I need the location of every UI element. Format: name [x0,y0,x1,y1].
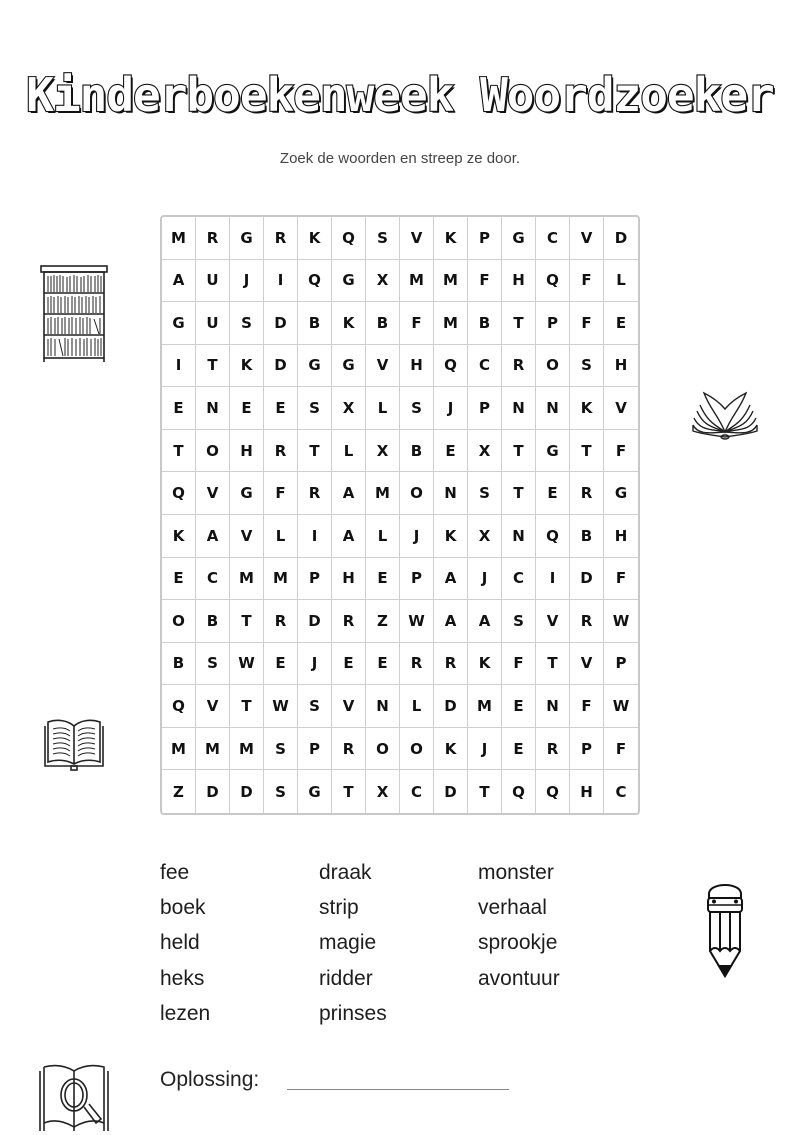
grid-cell[interactable]: M [468,685,502,728]
grid-cell[interactable]: G [230,217,264,260]
grid-cell[interactable]: D [434,685,468,728]
grid-cell[interactable]: L [400,685,434,728]
grid-cell[interactable]: Q [162,472,196,515]
grid-cell[interactable]: V [196,685,230,728]
grid-cell[interactable]: T [468,770,502,813]
grid-cell[interactable]: M [366,472,400,515]
book-magnifier-icon [38,1063,110,1131]
grid-cell[interactable]: T [570,430,604,473]
grid-cell[interactable]: F [604,728,638,771]
grid-cell[interactable]: V [570,643,604,686]
grid-cell[interactable]: B [400,430,434,473]
grid-cell[interactable]: A [434,558,468,601]
grid-cell[interactable]: T [502,302,536,345]
grid-cell[interactable]: D [298,600,332,643]
grid-cell[interactable]: E [434,430,468,473]
grid-cell[interactable]: C [536,217,570,260]
grid-cell[interactable]: C [615,782,627,801]
grid-cell[interactable]: E [264,387,298,430]
grid-cell[interactable]: I [162,345,196,388]
grid-cell[interactable]: C [468,345,502,388]
grid-cell[interactable]: R [264,600,298,643]
word-list-column-3 [478,858,600,1034]
grid-cell[interactable]: G [536,430,570,473]
grid-cell[interactable]: Q [298,260,332,303]
grid-cell[interactable]: F [570,685,604,728]
word-list-column-1 [160,858,319,1034]
grid-cell[interactable]: E [230,387,264,430]
grid-cell[interactable]: P [604,643,638,686]
grid-cell[interactable]: V [570,217,604,260]
word-list [160,858,600,1034]
grid-cell[interactable]: Z [366,600,400,643]
grid-cell[interactable]: T [502,430,536,473]
word-list-column-2 [319,858,478,1034]
grid-cell[interactable]: U [196,302,230,345]
grid-cell[interactable]: W [264,685,298,728]
grid-cell[interactable]: R [400,643,434,686]
word-item: sprookje [478,931,558,955]
grid-cell[interactable]: H [230,430,264,473]
grid-cell[interactable]: J [230,260,264,303]
grid-cell[interactable]: T [162,430,196,473]
grid-cell[interactable]: W [400,600,434,643]
grid-cell[interactable]: L [604,260,638,303]
grid-cell[interactable]: M [434,260,468,303]
grid-cell[interactable]: K [298,217,332,260]
grid-cell[interactable]: G [162,302,196,345]
grid-cell[interactable]: X [468,515,502,558]
grid-cell[interactable]: D [434,770,468,813]
grid-cell[interactable]: P [298,728,332,771]
grid-cell[interactable]: X [332,387,366,430]
grid-cell[interactable]: F [604,430,638,473]
grid-cell[interactable]: S [570,345,604,388]
grid-cell[interactable]: B [196,600,230,643]
word-item: ridder [319,966,373,990]
grid-cell[interactable]: G [298,345,332,388]
grid-cell[interactable]: K [570,387,604,430]
grid-cell[interactable]: E [536,472,570,515]
grid-cell[interactable]: K [162,515,196,558]
grid-cell[interactable]: T [502,472,536,515]
grid-cell[interactable]: M [230,728,264,771]
grid-cell[interactable]: H [502,260,536,303]
grid-cell[interactable]: V [196,472,230,515]
grid-cell[interactable]: K [434,217,468,260]
grid-cell[interactable]: T [298,430,332,473]
word-item: magie [319,931,377,955]
grid-cell[interactable]: T [196,345,230,388]
grid-cell[interactable]: H [332,558,366,601]
grid-cell[interactable]: Q [332,217,366,260]
grid-cell[interactable]: U [196,260,230,303]
grid-cell[interactable]: A [162,260,196,303]
grid-cell[interactable]: M [162,217,196,260]
grid-cell[interactable]: K [332,302,366,345]
grid-cell[interactable]: I [298,515,332,558]
grid-cell[interactable]: M [400,260,434,303]
grid-cell[interactable]: F [570,260,604,303]
grid-cell[interactable]: R [332,600,366,643]
grid-cell[interactable]: S [196,643,230,686]
grid-cell[interactable]: F [264,472,298,515]
grid-cell[interactable]: W [230,643,264,686]
grid-cell[interactable]: B [162,643,196,686]
grid-cell[interactable]: Q [536,515,570,558]
grid-cell[interactable]: V [536,600,570,643]
grid-cell[interactable]: D [196,770,230,813]
grid-cell[interactable]: J [468,728,502,771]
grid-cell[interactable]: V [230,515,264,558]
grid-cell[interactable]: H [570,770,604,813]
page-title: Kinderboekenweek Woordzoeker [26,68,774,122]
grid-cell[interactable]: M [434,302,468,345]
pencil-icon [705,876,745,978]
word-item: boek [160,896,206,920]
grid-cell[interactable]: O [400,728,434,771]
grid-cell[interactable]: G [298,770,332,813]
grid-cell[interactable]: K [434,728,468,771]
word-search-grid[interactable] [160,215,640,815]
grid-cell[interactable]: R [264,430,298,473]
grid-cell[interactable]: P [298,558,332,601]
grid-cell[interactable]: Q [536,770,570,813]
grid-cell[interactable]: S [298,387,332,430]
grid-cell[interactable]: O [400,472,434,515]
grid-cell[interactable]: M [162,728,196,771]
grid-cell[interactable]: S [230,302,264,345]
grid-cell[interactable]: N [196,387,230,430]
grid-cell[interactable]: X [366,260,400,303]
grid-cell[interactable]: S [468,472,502,515]
grid-cell[interactable]: N [536,387,570,430]
grid-cell[interactable]: S [502,600,536,643]
open-book-lines-icon [43,714,105,772]
grid-cell[interactable]: C [502,558,536,601]
grid-cell[interactable]: R [298,472,332,515]
grid-cell[interactable]: D [264,302,298,345]
grid-cell[interactable]: J [434,387,468,430]
grid-cell[interactable]: S [298,685,332,728]
grid-cell[interactable]: D [570,558,604,601]
instructions: Zoek de woorden en streep ze door. [279,150,521,167]
word-item: lezen [160,1001,211,1025]
grid-cell[interactable]: Q [434,345,468,388]
grid-cell[interactable]: N [434,472,468,515]
word-item: prinses [319,1001,387,1025]
grid-cell[interactable]: C [400,770,434,813]
grid-cell[interactable]: M [264,558,298,601]
grid-cell[interactable]: R [434,643,468,686]
grid-cell[interactable]: D [230,770,264,813]
grid-cell[interactable]: P [536,302,570,345]
grid-cell[interactable]: R [570,472,604,515]
grid-cell[interactable]: A [434,600,468,643]
word-item: heks [160,966,205,990]
grid-cell[interactable]: P [400,558,434,601]
grid-cell[interactable]: L [366,515,400,558]
grid-cell[interactable]: P [468,387,502,430]
grid-cell[interactable]: F [502,643,536,686]
grid-cell[interactable]: L [332,430,366,473]
grid-cell[interactable]: I [536,558,570,601]
grid-cell[interactable]: B [366,302,400,345]
grid-cell[interactable]: P [468,217,502,260]
grid-cell[interactable]: E [162,387,196,430]
word-item: strip [319,896,359,920]
grid-cell[interactable]: T [230,685,264,728]
grid-cell[interactable]: N [502,515,536,558]
grid-cell[interactable]: T [536,643,570,686]
grid-cell[interactable]: R [570,600,604,643]
grid-cell[interactable]: X [468,430,502,473]
grid-cell[interactable]: K [230,345,264,388]
grid-cell[interactable]: E [264,643,298,686]
grid-cell[interactable]: R [196,217,230,260]
grid-cell[interactable]: F [604,558,638,601]
grid-cell[interactable]: S [264,728,298,771]
grid-cell[interactable]: O [366,728,400,771]
grid-cell[interactable]: B [570,515,604,558]
grid-cell[interactable]: O [196,430,230,473]
grid-cell[interactable]: Q [162,685,196,728]
grid-cell[interactable]: A [468,600,502,643]
grid-cell[interactable]: E [604,302,638,345]
grid-cell[interactable]: M [196,728,230,771]
grid-cell[interactable]: Q [536,260,570,303]
grid-cell[interactable]: R [536,728,570,771]
grid-cell[interactable]: R [332,728,366,771]
grid-cell[interactable]: H [400,345,434,388]
grid-cell[interactable]: L [264,515,298,558]
grid-cell[interactable]: G [332,345,366,388]
word-item: draak [319,861,372,884]
word-item: held [160,931,200,955]
grid-cell[interactable]: S [366,217,400,260]
grid-cell[interactable]: G [230,472,264,515]
grid-cell[interactable]: W [604,685,638,728]
grid-cell[interactable]: T [230,600,264,643]
grid-cell[interactable]: J [400,515,434,558]
grid-cell[interactable]: V [366,345,400,388]
grid-cell[interactable]: A [332,515,366,558]
grid-cell[interactable]: M [230,558,264,601]
grid-cell[interactable]: E [366,643,400,686]
grid-cell[interactable]: O [162,600,196,643]
grid-cell[interactable]: J [468,558,502,601]
grid-cell[interactable]: I [264,260,298,303]
grid-cell[interactable]: V [400,217,434,260]
grid-cell[interactable]: G [502,217,536,260]
grid-cell[interactable]: E [162,558,196,601]
grid-cell[interactable]: H [604,515,638,558]
grid-cell[interactable]: A [332,472,366,515]
grid-cell[interactable]: E [502,728,536,771]
grid-cell[interactable]: N [536,685,570,728]
grid-cell[interactable]: G [604,472,638,515]
grid-cell[interactable]: T [332,770,366,813]
grid-cell[interactable]: W [604,600,638,643]
grid-cell[interactable]: S [400,387,434,430]
grid-cell[interactable]: V [604,387,638,430]
grid-cell[interactable]: N [366,685,400,728]
solution-label: Oplossing: [160,1068,260,1091]
grid-cell[interactable]: F [468,260,502,303]
open-book-icon [690,385,760,443]
grid-cell[interactable]: K [434,515,468,558]
grid-cell[interactable]: R [502,345,536,388]
word-item: fee [160,861,190,884]
word-item: avontuur [478,966,560,990]
grid-cell[interactable]: C [196,558,230,601]
grid-cell[interactable]: S [264,770,298,813]
grid-cell[interactable]: Q [502,770,536,813]
grid-cell[interactable]: H [604,345,638,388]
grid-cell[interactable]: E [332,643,366,686]
grid-cell[interactable]: Z [162,770,196,813]
grid-cell[interactable]: N [502,387,536,430]
grid-cell[interactable]: X [366,430,400,473]
grid-cell[interactable]: J [298,643,332,686]
grid-cell[interactable]: X [366,770,400,813]
grid-cell[interactable]: F [570,302,604,345]
grid-cell[interactable]: V [332,685,366,728]
grid-cell[interactable]: B [298,302,332,345]
word-item: verhaal [478,896,547,920]
grid-cell[interactable]: E [366,558,400,601]
grid-cell[interactable]: A [196,515,230,558]
grid-cell[interactable]: E [502,685,536,728]
bookshelf-icon [40,263,108,363]
grid-cell[interactable]: G [332,260,366,303]
grid-cell[interactable]: P [570,728,604,771]
solution-input[interactable] [287,1089,509,1090]
grid-cell[interactable]: D [604,217,638,260]
grid-cell[interactable]: O [536,345,570,388]
grid-cell[interactable]: D [264,345,298,388]
grid-cell[interactable]: K [468,643,502,686]
word-item: monster [478,861,554,884]
grid-cell[interactable]: F [400,302,434,345]
grid-cell[interactable]: L [366,387,400,430]
grid-cell[interactable]: B [468,302,502,345]
grid-cell[interactable]: R [264,217,298,260]
